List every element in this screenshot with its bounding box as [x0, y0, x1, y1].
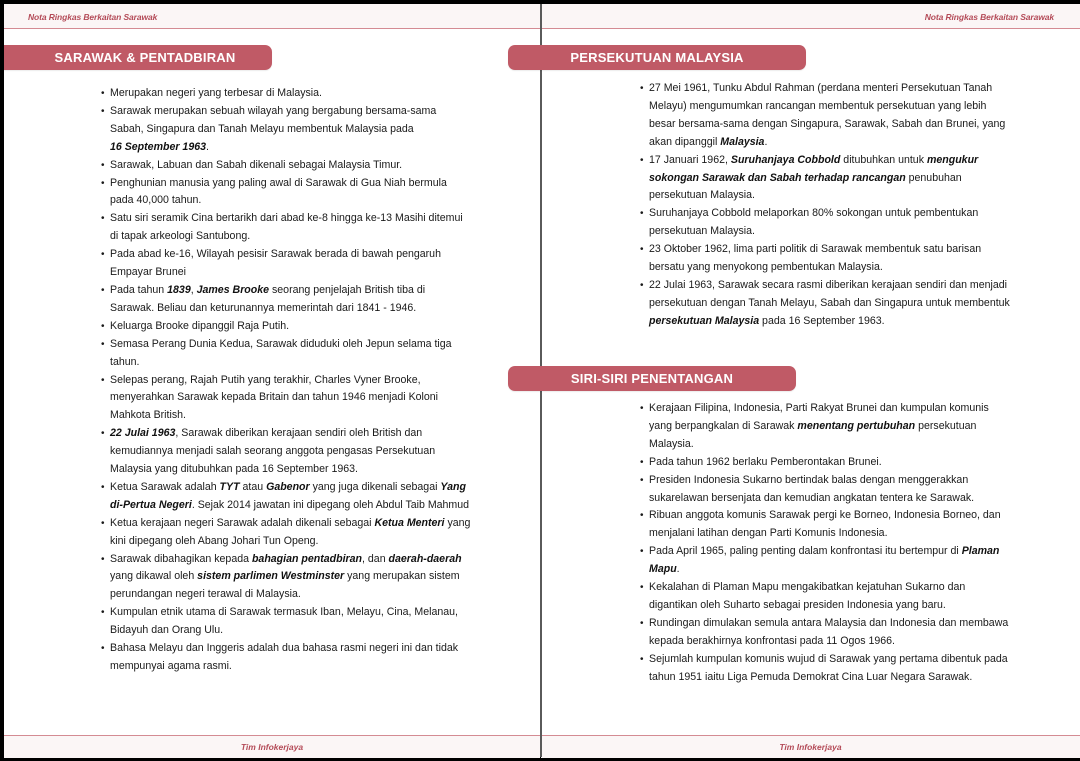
- bullet-item: • Selepas perang, Rajah Putih yang terakhir, Charles Vyner Brooke, menyerahkan Sarawak kepada Britain dan tahun 1946 menjadi Koloni Mahkota British.: [102, 372, 472, 426]
- emphasis-text: 1839: [167, 283, 191, 296]
- bullet-item: • Pada April 1965, paling penting dalam konfrontasi itu bertempur di Plaman Mapu.: [641, 543, 1011, 579]
- emphasis-text: 16 September 1963: [110, 140, 206, 153]
- bullet-item: • Kekalahan di Plaman Mapu mengakibatkan kejatuhan Sukarno dan digantikan oleh Suharto sebagai presiden Indonesia yang baru.: [641, 579, 1011, 615]
- emphasis-text: Ketua Menteri: [374, 516, 445, 529]
- emphasis-text: sistem parlimen Westminster: [197, 570, 345, 583]
- section-title-persekutuan: PERSEKUTUAN MALAYSIA: [570, 50, 744, 65]
- emphasis-text: bahagian pentadbiran: [251, 552, 363, 565]
- bullet-item: • 27 Mei 1961, Tunku Abdul Rahman (perdana menteri Persekutuan Tanah Melayu) mengumumkan rancangan membentuk persekutuan yang lebih besar bersama-sama dengan Singapura, Sarawak, Sabah dan Brunei, yang akan dipanggil Malaysia.: [641, 80, 1011, 152]
- bullet-item: • Satu siri seramik Cina bertarikh dari abad ke-8 hingga ke-13 Masihi ditemui di tapak arkeologi Santubong.: [102, 210, 472, 246]
- bullet-item: • 17 Januari 1962, Suruhanjaya Cobbold ditubuhkan untuk mengukur sokongan Sarawak dan Sabah terhadap rancangan penubuhan persekutuan Malaysia.: [641, 152, 1011, 206]
- emphasis-text: Malaysia: [720, 135, 765, 148]
- emphasis-text: persekutuan Malaysia: [649, 314, 760, 327]
- bullet-item: • Rundingan dimulakan semula antara Malaysia dan Indonesia dan membawa kepada berakhirnya konfrontasi pada 11 Ogos 1966.: [641, 615, 1011, 651]
- running-header-left: [4, 4, 540, 29]
- bullet-item: • Ketua kerajaan negeri Sarawak adalah dikenali sebagai Ketua Menteri yang kini dipegang oleh Abang Johari Tun Openg.: [102, 515, 472, 551]
- emphasis-text: mengukur sokongan Sarawak dan Sabah terhadap rancangan: [649, 153, 979, 184]
- bullet-item: • 22 Julai 1963, Sarawak secara rasmi diberikan kerajaan sendiri dan menjadi persekutuan dengan Tanah Melayu, Sabah dan Singapura untuk membentuk persekutuan Malaysia pada 16 September 1963.: [641, 277, 1011, 331]
- emphasis-text: Gabenor: [266, 480, 310, 493]
- bullet-list-persekutuan: [641, 80, 1011, 331]
- bullet-item: • Pada tahun 1962 berlaku Pemberontakan Brunei.: [641, 454, 1011, 472]
- emphasis-text: 22 Julai 1963: [110, 427, 176, 440]
- bullet-item: • Semasa Perang Dunia Kedua, Sarawak diduduki oleh Jepun selama tiga tahun.: [102, 336, 472, 372]
- bullet-item: • 22 Julai 1963, Sarawak diberikan kerajaan sendiri oleh British dan kemudiannya menjadi salah seorang anggota pengasas Persekutuan Malaysia yang ditubuhkan pada 16 September 1963.: [102, 425, 472, 479]
- bullet-item: • Kerajaan Filipina, Indonesia, Parti Rakyat Brunei dan kumpulan komunis yang berpangkalan di Sarawak menentang pertubuhan persekutuan Malaysia.: [641, 400, 1011, 454]
- running-header-right: [541, 4, 1080, 29]
- bullet-item: • Sarawak, Labuan dan Sabah dikenali sebagai Malaysia Timur.: [102, 157, 472, 175]
- emphasis-text: menentang pertubuhan: [797, 419, 916, 432]
- footer-text-left: Tim Infokerjaya: [240, 742, 304, 752]
- bullet-item: • Penghunian manusia yang paling awal di Sarawak di Gua Niah bermula pada 40,000 tahun.: [102, 175, 472, 211]
- header-title-left: Nota Ringkas Berkaitan Sarawak: [28, 12, 158, 22]
- left-page: [4, 4, 540, 757]
- bullet-list-penentangan: [641, 400, 1011, 687]
- footer-text-right: Tim Infokerjaya: [779, 742, 842, 752]
- section-banner-persekutuan: [508, 45, 806, 70]
- bullet-item: • Sarawak dibahagikan kepada bahagian pentadbiran, dan daerah-daerah yang dikawal oleh sistem parlimen Westminster yang merupakan sistem perundangan negeri terawal di Malaysia.: [102, 551, 472, 605]
- bullet-item: • Keluarga Brooke dipanggil Raja Putih.: [102, 318, 472, 336]
- section-banner-sarawak: [4, 45, 272, 70]
- emphasis-text: James Brooke: [196, 283, 270, 296]
- section-banner-penentangan: [508, 366, 796, 391]
- bullet-item: • Suruhanjaya Cobbold melaporkan 80% sokongan untuk pembentukan persekutuan Malaysia.: [641, 205, 1011, 241]
- bullet-item: • Merupakan negeri yang terbesar di Malaysia.: [102, 85, 472, 103]
- bullet-item: • Ketua Sarawak adalah TYT atau Gabenor yang juga dikenali sebagai Yang di-Pertua Negeri. Sejak 2014 jawatan ini dipegang oleh Abdul Taib Mahmud: [102, 479, 472, 515]
- bullet-item: • Pada abad ke-16, Wilayah pesisir Sarawak berada di bawah pengaruh Empayar Brunei: [102, 246, 472, 282]
- bullet-item: • Sejumlah kumpulan komunis wujud di Sarawak yang pertama dibentuk pada tahun 1951 iaitu Liga Pemuda Demokrat Cina Luar Negara Sarawak.: [641, 651, 1011, 687]
- running-footer-right: [541, 735, 1080, 758]
- emphasis-text: Suruhanjaya Cobbold: [730, 153, 841, 166]
- bullet-item: • 23 Oktober 1962, lima parti politik di Sarawak membentuk satu barisan bersatu yang menyokong pembentukan Malaysia.: [641, 241, 1011, 277]
- emphasis-text: TYT: [219, 480, 240, 493]
- bullet-item: • Ribuan anggota komunis Sarawak pergi ke Borneo, Indonesia Borneo, dan menjalani latihan dengan Parti Komunis Indonesia.: [641, 507, 1011, 543]
- bullet-item: • Pada tahun 1839, James Brooke seorang penjelajah British tiba di Sarawak. Beliau dan keturunannya memerintah dari 1841 - 1946.: [102, 282, 472, 318]
- bullet-item: • Bahasa Melayu dan Inggeris adalah dua bahasa rasmi negeri ini dan tidak mempunyai agama rasmi.: [102, 640, 472, 676]
- bullet-item: • Kumpulan etnik utama di Sarawak termasuk Iban, Melayu, Cina, Melanau, Bidayuh dan Orang Ulu.: [102, 604, 472, 640]
- section-title-penentangan: SIRI-SIRI PENENTANGAN: [570, 371, 734, 386]
- running-footer-left: [4, 735, 540, 758]
- emphasis-text: Plaman Mapu: [649, 545, 1000, 576]
- bullet-item: • Presiden Indonesia Sukarno bertindak balas dengan menggerakkan sukarelawan bersenjata dan kemudian angkatan tentera ke Sarawak.: [641, 472, 1011, 508]
- bullet-list-sarawak: [102, 85, 472, 676]
- bullet-item: • Sarawak merupakan sebuah wilayah yang bergabung bersama-sama Sabah, Singapura dan Tanah Melayu membentuk Malaysia pada 16 September 1963.: [102, 103, 472, 157]
- header-title-right: Nota Ringkas Berkaitan Sarawak: [924, 12, 1054, 22]
- emphasis-text: Yang di-Pertua Negeri: [110, 480, 466, 511]
- section-title-sarawak: SARAWAK & PENTADBIRAN: [54, 50, 236, 65]
- emphasis-text: daerah-daerah: [388, 552, 462, 565]
